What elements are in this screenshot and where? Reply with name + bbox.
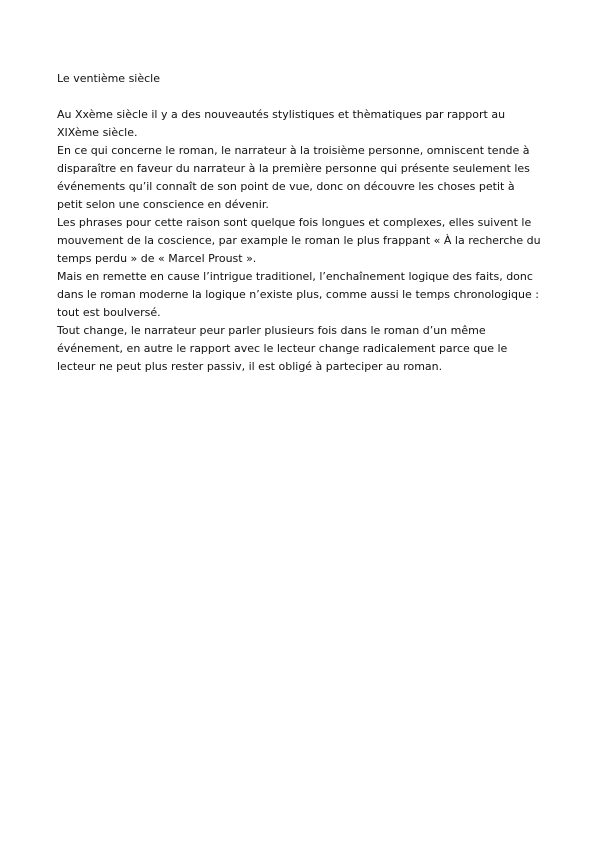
document-title: Le ventième siècle	[57, 72, 160, 85]
paragraph-intro: Au Xxème siècle il y a des nouveautés stylistiques et thèmatiques par rapport au XIXème siècle.	[57, 108, 506, 139]
paragraph-narrator: En ce qui concerne le roman, le narrateur à la troisième personne, omniscent tende à disparaître en faveur du narrateur à la première personne qui présente seulement les événements qu’il connaît de son point de vue, donc on découvre les choses petit à petit selon une conscience en dévenir.	[57, 144, 530, 211]
document-body	[57, 70, 543, 376]
paragraph-reader: Tout change, le narrateur peur parler plusieurs fois dans le roman d’un même événement, en autre le rapport avec le lecteur change radicalement parce que le lecteur ne peut plus rester passiv, il est obligé à parteciper au roman.	[57, 324, 508, 373]
paragraph-plot: Mais en remette en cause l’intrigue traditionel, l’enchaînement logique des faits, donc dans le roman moderne la logique n’existe plus, comme aussi le temps chronologique : tout est boulversé.	[57, 270, 539, 319]
paragraph-sentences: Les phrases pour cette raison sont quelque fois longues et complexes, elles suivent le mouvement de la coscience, par example le roman le plus frappant « À la recherche du temps perdu » de « Marcel Proust ».	[57, 216, 541, 265]
